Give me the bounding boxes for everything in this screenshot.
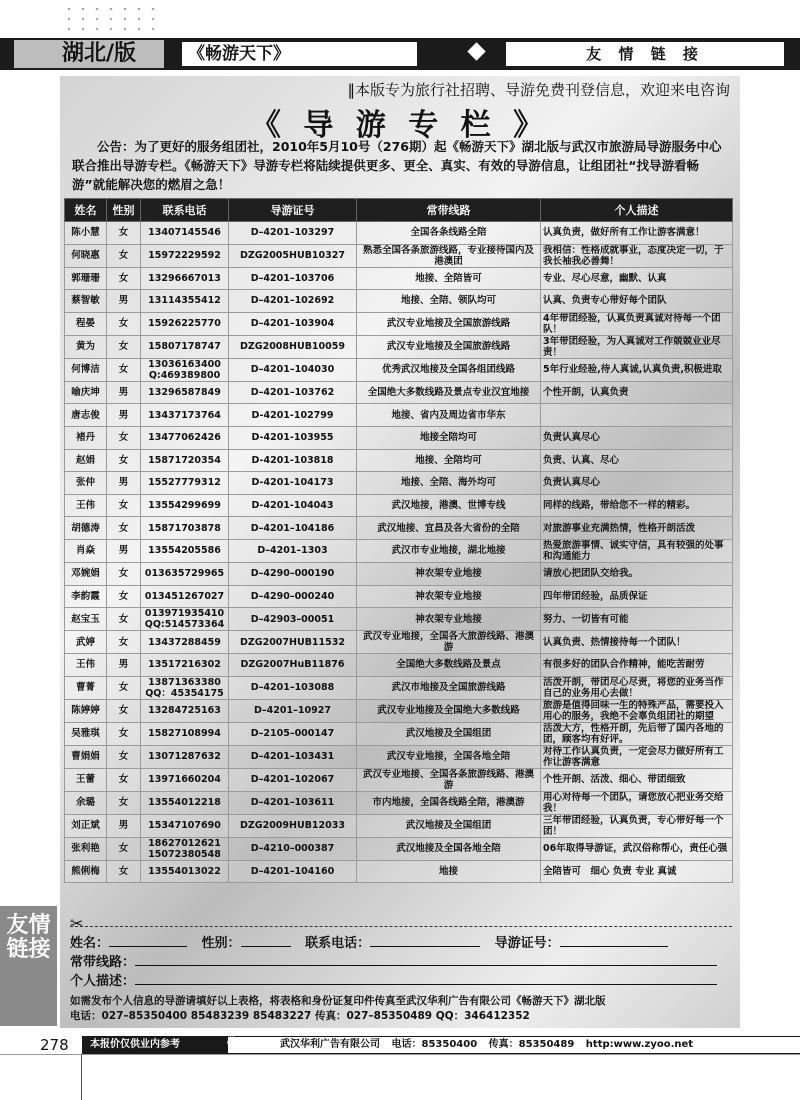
guide-gender: 女 [107,791,141,814]
guide-license: DZG2005HUB10327 [229,244,357,267]
guide-name: 李韵霞 [65,585,107,608]
guide-license: DZG2007HUB11532 [229,631,357,654]
guide-phone: 013971935410 QQ:514573364 [141,608,229,631]
header-name: 姓名 [65,199,107,222]
table-row [65,244,733,267]
guide-phone: 013451267027 [141,585,229,608]
guide-license: D–4201–1303 [229,539,357,562]
guide-routes: 神农架专业地接 [357,562,541,585]
guide-name: 余璐 [65,791,107,814]
table-row [65,426,733,449]
guide-name: 褚丹 [65,426,107,449]
guide-name: 熊俐梅 [65,860,107,883]
guide-routes: 武汉专业地接及全国旅游线路 [357,335,541,358]
bottom-divider [0,1054,800,1055]
table-row [65,494,733,517]
guide-name: 曹娟娟 [65,745,107,768]
guide-phone: 13437173764 [141,404,229,427]
guide-name: 陈小慧 [65,222,107,245]
guide-license: D–4201–10927 [229,699,357,722]
column-title: 《畅游天下》 [182,42,417,66]
table-row [65,358,733,381]
guide-routes: 武汉市专业地接，湖北地接 [357,539,541,562]
footer-disclaimer: 本报价仅供业内参考 [90,1039,180,1050]
guide-gender: 女 [107,676,141,699]
route-field[interactable] [135,953,717,966]
table-row [65,472,733,495]
guide-description: 对旅游事业充满热情，性格开朗活泼 [541,517,733,540]
guide-description: 负责、认真、尽心 [541,449,733,472]
guide-license: D–42903–00051 [229,608,357,631]
table-row [65,791,733,814]
guide-routes: 武汉专业地接，全国各地全陪 [357,745,541,768]
guide-routes: 优秀武汉地接及全国各组团线路 [357,358,541,381]
guide-gender: 女 [107,449,141,472]
guide-name: 邓婉娟 [65,562,107,585]
guide-license: D–4210–000387 [229,837,357,860]
guide-description: 热爱旅游事情、诚实守信，具有较强的处事和沟通能力 [541,539,733,562]
guide-gender: 女 [107,517,141,540]
guide-gender: 女 [107,244,141,267]
description-label: 个人描述： [70,974,136,989]
decorative-dots [62,4,157,34]
table-row [65,722,733,745]
guide-gender: 女 [107,631,141,654]
guide-name: 赵娟 [65,449,107,472]
table-row [65,562,733,585]
guide-phone: 13554012218 [141,791,229,814]
submission-form [70,934,732,991]
guide-license: D–4201–102692 [229,290,357,313]
guide-gender: 女 [107,768,141,791]
guide-name: 王蕾 [65,768,107,791]
table-row [65,745,733,768]
guide-phone: 13554013022 [141,860,229,883]
guide-description: 四年带团经验，品质保证 [541,585,733,608]
guide-routes: 武汉地接、宜昌及各大省份的全陪 [357,517,541,540]
guide-routes: 武汉专业地接，全国各大旅游线路、港澳游 [357,631,541,654]
table-row [65,539,733,562]
guide-routes: 地接 [357,860,541,883]
guide-gender: 女 [107,745,141,768]
license-label: 导游证号： [494,936,560,951]
guide-name: 何博洁 [65,358,107,381]
guide-description: 全陪皆可 细心 负责 专业 真诚 [541,860,733,883]
guide-license: D–4201–103762 [229,381,357,404]
guide-name: 陈婷婷 [65,699,107,722]
guide-phone: 15871703878 [141,517,229,540]
table-row [65,654,733,677]
guide-phone: 13036163400 Q:469389800 [141,358,229,381]
table-row [65,585,733,608]
license-field[interactable] [560,934,668,947]
guide-name: 赵宝玉 [65,608,107,631]
guide-phone: 13296587849 [141,381,229,404]
guide-name: 武婷 [65,631,107,654]
guide-name: 黄为 [65,335,107,358]
guide-phone: 15926225770 [141,312,229,335]
announcement: 公告：为了更好的服务组团社，2010年5月10号（276期）起《畅游天下》湖北版与武汉市旅游局导游服务中心联合推出导游专栏。《畅游天下》导游专栏将陆续提供更多、更全、真实、有效的导游信息，让组团社“找导游看畅游”就能解决您的燃眉之急！ [72,139,722,192]
guide-description: 5年行业经验,待人真诚,认真负责,积极进取 [541,358,733,381]
guide-routes: 武汉地接及全国组团 [357,814,541,837]
guide-gender: 女 [107,358,141,381]
guide-gender: 男 [107,539,141,562]
guide-description [541,404,733,427]
guide-description: 认真负责、热情接待每一个团队！ [541,631,733,654]
guide-phone: 13871363380 QQ：45354175 [141,676,229,699]
gender-label: 性别： [201,936,241,951]
cut-line [70,926,732,927]
table-row [65,335,733,358]
guide-gender: 女 [107,585,141,608]
guide-gender: 女 [107,837,141,860]
guide-description: 认真负责，做好所有工作让游客满意！ [541,222,733,245]
guide-phone: 15972229592 [141,244,229,267]
guide-gender: 女 [107,222,141,245]
guide-license: D–4201–102067 [229,768,357,791]
guide-phone: 15827108994 [141,722,229,745]
guide-license: D–4201–103904 [229,312,357,335]
guide-gender: 女 [107,860,141,883]
guide-routes: 地接全陪均可 [357,426,541,449]
guide-description: 个性开朗，认真负责 [541,381,733,404]
guide-description: 对待工作认真负责，一定会尽力做好所有工作让游客满意 [541,745,733,768]
guide-phone: 13437288459 [141,631,229,654]
guide-routes: 全国各条线路全陪 [357,222,541,245]
guide-license: D–4290–000240 [229,585,357,608]
table-row [65,631,733,654]
guide-name: 何晓惠 [65,244,107,267]
guide-gender: 男 [107,404,141,427]
guide-gender: 女 [107,722,141,745]
table-row [65,517,733,540]
guide-description: 个性开朗、活泼、细心、带团细致 [541,768,733,791]
guide-license: D-4201-104173 [229,472,357,495]
guide-license: D–4201–103611 [229,791,357,814]
guide-license: D–4201–103431 [229,745,357,768]
description-field[interactable] [135,972,717,985]
guide-phone: 13071287632 [141,745,229,768]
guide-phone: 13296667013 [141,267,229,290]
contact-numbers: 电话：027–85350400 85483239 85483227 传真：027–85350489 QQ：346412352 [70,1010,530,1022]
name-label: 姓名： [70,936,110,951]
guide-gender: 男 [107,381,141,404]
links-section-title: 友 情 链 接 [506,42,784,66]
header-description: 个人描述 [541,199,733,222]
guide-license: D-4201-102799 [229,404,357,427]
guide-license: D-4201-103818 [229,449,357,472]
guide-routes: 武汉市地接及全国旅游线路 [357,676,541,699]
footer-fax: 传真：85350489 [488,1039,575,1050]
table-row [65,222,733,245]
guide-description: 3年带团经验，为人真诚对工作兢兢业业尽责！ [541,335,733,358]
guide-name: 刘正斌 [65,814,107,837]
guide-description: 4年带团经验，认真负责真诚对待每一个团队！ [541,312,733,335]
footer-website[interactable]: http:www.zyoo.net [585,1039,694,1050]
table-row [65,860,733,883]
friend-links-side-tab: 友情链接 [0,906,57,1026]
guide-routes: 地接、全陪、海外均可 [357,472,541,495]
guide-description: 活泼开朗，带团尽心尽责，将您的业务当作自己的业务用心去做！ [541,676,733,699]
table-row [65,676,733,699]
guide-routes: 武汉专业地接及全国旅游线路 [357,312,541,335]
guide-name: 曹菁 [65,676,107,699]
contact-instructions: 如需发布个人信息的导游请填好以上表格，将表格和身份证复印件传真至武汉华利广告有限公司《畅游天下》湖北版 [70,995,606,1007]
guide-gender: 女 [107,494,141,517]
footer-company: 武汉华利广告有限公司 [280,1039,380,1050]
guide-phone: 15527779312 [141,472,229,495]
guide-license: D–4201–103088 [229,676,357,699]
guide-description: 用心对待每一个团队，请您放心把业务交给我！ [541,791,733,814]
guide-gender: 女 [107,312,141,335]
guide-name: 肖焱 [65,539,107,562]
guide-gender: 男 [107,472,141,495]
table-row [65,449,733,472]
guide-name: 张利艳 [65,837,107,860]
guide-license: D-4201-104043 [229,494,357,517]
guide-gender: 女 [107,608,141,631]
guide-description: 有很多好的团队合作精神，能吃苦耐劳 [541,654,733,677]
margin-rule [81,1054,82,1100]
guide-phone: 18627012621 15072380548 [141,837,229,860]
footer-company-info [280,1037,693,1053]
table-row [65,381,733,404]
guide-description: 三年带团经验，认真负责，专心带好每一个团！ [541,814,733,837]
guide-phone: 13554299699 [141,494,229,517]
guide-name: 程晏 [65,312,107,335]
guide-gender: 男 [107,290,141,313]
table-row [65,608,733,631]
guide-phone: 15347107690 [141,814,229,837]
guide-description: 负责认真尽心 [541,426,733,449]
guide-name: 胡德涛 [65,517,107,540]
guide-gender: 女 [107,267,141,290]
guide-name: 蔡智敏 [65,290,107,313]
guide-description: 认真、负责专心带好每个团队 [541,290,733,313]
page-number: 278 [40,1036,69,1054]
guide-routes: 武汉地接及全国各地全陪 [357,837,541,860]
table-row [65,699,733,722]
guide-routes: 地接、省内及周边省市华东 [357,404,541,427]
guide-table-header [65,199,733,222]
guide-routes: 神农架专业地接 [357,585,541,608]
form-row-basic [70,934,732,953]
region-label: 湖北/版 [14,40,164,68]
guide-gender: 女 [107,562,141,585]
guide-phone: 013635729965 [141,562,229,585]
header-gender: 性别 [107,199,141,222]
form-row-description [70,972,732,991]
guide-license: D–4290–000190 [229,562,357,585]
guide-routes: 神农架专业地接 [357,608,541,631]
guide-name: 吴雅琪 [65,722,107,745]
guide-license: DZG2007HuB11876 [229,654,357,677]
guide-description: 活泼大方，性格开朗，先后带了国内各地的团，顾客均有好评。 [541,722,733,745]
guide-description: 我相信：性格成就事业，态度决定一切，于我长袖我必善舞！ [541,244,733,267]
guide-phone: 13517216302 [141,654,229,677]
footer-phone: 电话：85350400 [391,1039,478,1050]
guide-table-body [65,222,733,883]
guide-routes: 市内地接，全国各线路全陪，港澳游 [357,791,541,814]
guide-column-heading: 《 导 游 专 栏 》 [250,108,550,143]
guide-routes: 武汉专业地接、全国各条旅游线路、港澳游 [357,768,541,791]
guide-license: DZG2008HUB10059 [229,335,357,358]
table-row [65,267,733,290]
guide-routes: 武汉地接及全国组团 [357,722,541,745]
guide-phone: 13477062426 [141,426,229,449]
guide-routes: 全国绝大多数线路及景点专业汉宜地接 [357,381,541,404]
header-license: 导游证号 [229,199,357,222]
guide-routes: 地接、全陪均可 [357,449,541,472]
guide-name: 王伟 [65,654,107,677]
guide-routes: 熟悉全国各条旅游线路，专业接待国内及港澳团 [357,244,541,267]
guide-license: D–4201–103297 [229,222,357,245]
guide-routes: 全国绝大多数线路及景点 [357,654,541,677]
guide-gender: 男 [107,654,141,677]
table-row [65,837,733,860]
table-row [65,312,733,335]
table-row [65,814,733,837]
guide-phone: 15871720354 [141,449,229,472]
guide-gender: 女 [107,426,141,449]
guide-name: 唐志俊 [65,404,107,427]
scissors-icon: ✂ [70,914,84,933]
guide-routes: 武汉专业地接及全国绝大多数线路 [357,699,541,722]
guide-routes: 地接、全陪皆可 [357,267,541,290]
guide-name: 喻庆坤 [65,381,107,404]
guide-description: 06年取得导游证，武汉俗称帮心，责任心强 [541,837,733,860]
guide-name: 王伟 [65,494,107,517]
guide-description: 请放心把团队交给我。 [541,562,733,585]
guide-phone: 13554205586 [141,539,229,562]
table-row [65,768,733,791]
phone-field[interactable] [370,934,480,947]
guide-phone: 13114355412 [141,290,229,313]
guide-gender: 男 [107,814,141,837]
guide-table [64,198,733,883]
guide-license: DZG2009HUB12033 [229,814,357,837]
guide-license: D–4201–104186 [229,517,357,540]
table-row [65,404,733,427]
guide-description: 努力、一切皆有可能 [541,608,733,631]
guide-name: 郭珊珊 [65,267,107,290]
guide-phone: 13284725163 [141,699,229,722]
guide-phone: 13407145546 [141,222,229,245]
guide-description: 专业、尽心尽意，幽默、认真 [541,267,733,290]
free-listing-notice: ‖本版专为旅行社招聘、导游免费刊登信息，欢迎来电咨询 [347,81,730,99]
chevron-left-icon: 《 [218,1034,235,1054]
guide-name: 张仲 [65,472,107,495]
guide-license: D–2105–000147 [229,722,357,745]
guide-license: D–4201–104030 [229,358,357,381]
header-routes: 常带线路 [357,199,541,222]
gender-field[interactable] [241,934,291,947]
guide-license: D–4201–103706 [229,267,357,290]
contact-info [70,994,736,1024]
guide-routes: 地接、全陪、领队均可 [357,290,541,313]
guide-license: D-4201-103955 [229,426,357,449]
guide-gender: 女 [107,699,141,722]
guide-description: 同样的线路，带给您不一样的精彩。 [541,494,733,517]
guide-description: 负责认真尽心 [541,472,733,495]
guide-description: 旅游是值得回味一生的特殊产品，需要投入用心的服务，我绝不会辜负组团社的期望 [541,699,733,722]
guide-phone: 13971660204 [141,768,229,791]
guide-license: D–4201–104160 [229,860,357,883]
header-phone: 联系电话 [141,199,229,222]
name-field[interactable] [109,934,187,947]
table-row [65,290,733,313]
guide-phone: 15807178747 [141,335,229,358]
guide-gender: 女 [107,335,141,358]
guide-routes: 武汉地接，港澳、世博专线 [357,494,541,517]
phone-label: 联系电话： [305,936,371,951]
form-row-routes [70,953,732,972]
route-label: 常带线路： [70,955,136,970]
